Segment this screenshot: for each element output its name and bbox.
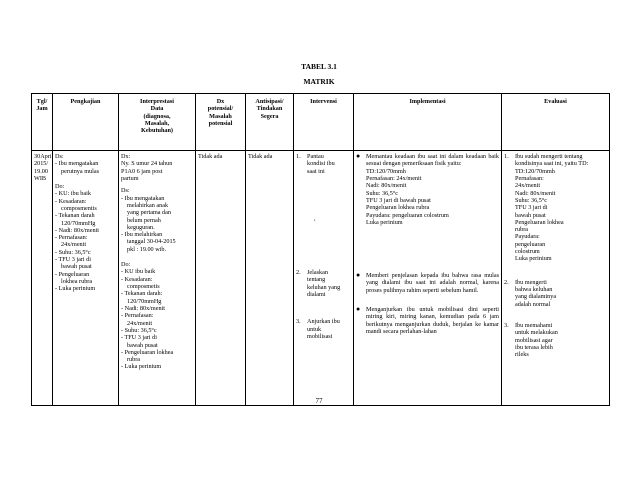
evaluasi-item-1: 1. Ibu sudah mengerti tentang kondisinya saat ini, yaitu TD: TD:120/70mmh Pernafasan: 24x/menit Nadi: 80x/menit Suhu: 36,5°c TFU 3 jari di bawah pusat Pengeluaran lokhea rubra Payudara: pengeluaran colostrum Luka perinium — [504, 153, 589, 263]
intervensi-item-1: 1. Pantau kondisi ibu saat ini — [296, 153, 335, 175]
header-row — [32, 94, 610, 151]
matrix-table — [31, 93, 610, 406]
cell-intervensi — [294, 151, 354, 406]
header-implementasi: Implementasi — [354, 94, 502, 151]
header-interpretasi: Interprestasi Data (diagnosa, Masalah, Kebutuhan) — [119, 94, 196, 151]
header-tgl: Tgl/ Jam — [32, 94, 53, 151]
bullet-icon: ● — [356, 271, 361, 280]
header-antisipasi: Antisipasi/ Tindakan Segera — [246, 94, 294, 151]
header-dx-potensial: Dx potensial/ Masalah potensial — [196, 94, 246, 151]
intervensi-item-3: 3. Anjurkan ibu untuk mobilisasi — [296, 318, 340, 340]
bullet-icon: ● — [356, 152, 361, 160]
implementasi-item-3: ● Menganjurkan ibu untuk mobilisasi dini seperti miring kiri, miring kanan, kemudian pada 6 jam berikutnya menganjurkan duduk, berjalan ke kamar mandi secara perlahan-lahan — [356, 305, 499, 335]
cell-antisipasi: Tidak ada — [246, 151, 294, 406]
cell-evaluasi — [502, 151, 610, 406]
bullet-icon: ● — [356, 305, 361, 314]
intervensi-item-2: 2. Jelaskan tentang keluhan yang dialami — [296, 268, 341, 298]
table-subtitle: MATRIK — [303, 77, 335, 86]
cell-dx-potensial: Tidak ada — [196, 151, 246, 406]
evaluasi-item-3: 3. Ibu memahami untuk melakukan mobilisasi agar ibu terasa lebih rileks — [504, 321, 558, 359]
table-title: TABEL 3.1 — [301, 62, 337, 71]
cell-tgl: 30April 2015/ 19.00 WIB — [32, 151, 53, 406]
intervensi-mark: , — [314, 214, 316, 222]
implementasi-item-1: ● Memantau keadaan ibu saat ini dalam keadaan baik sesuai dengan pemeriksaan fisik yaitu: TD:120/70mmh Pernafasan: 24x/menit Nadi: 80x/menit Suhu: 36,5°c TFU 3 jari di bawah pusat Pengeluaran lokhea rubra Payudara: pengeluaran colostrum Luka perinium — [356, 152, 499, 226]
evaluasi-item-2: 2. Ibu mengerti bahwa keluhan yang dialaminya adalah normal — [504, 278, 557, 308]
cell-pengkajian: Ds: - Ibu mengatakan perutnya mulas Do: - KU: ibu baik - Kesadaran: composmentis - Tekanan darah 120/70mmHg - Nadi: 80x/menit - Pernafasan: 24x/menit - Suhu: 36,5°c - TFU 3 jari di bawah pusat - Pengeluaran lokhea rubra - Luka perinium — [53, 151, 119, 406]
implementasi-item-2: ● Memberi penjelasan kepada ibu bahwa rasa mulas yang dialami ibu saat ini adalah normal, karena proses pulihnya rahim seperti sebelum hamil. — [356, 271, 499, 294]
header-intervensi: Intervensi — [294, 94, 354, 151]
header-pengkajian: Pengkajian — [53, 94, 119, 151]
header-evaluasi: Evaluasi — [502, 94, 610, 151]
cell-interpretasi: Dx: Ny. S umur 24 tahun P1A0 6 jam post partum Ds: - Ibu mengatakan melahirkan anak yang pertama dan belum pernah keguguran. - Ibu melahirkan tanggal 30-04-2015 pkl : 19.00 wib. Do: - KU ibu baik - Kesadaran: composmetis - Tekanan darah: 120/70mmHg - Nadi: 80x/menit - Pernafasan: 24x/menit - Suhu: 36,5°c - TFU 3 jari di bawah pusat - Pengeluaran lokhea rubra - Luka perinium — [119, 151, 196, 406]
cell-implementasi — [354, 151, 502, 406]
table-row — [32, 151, 610, 406]
page-number: 77 — [315, 397, 323, 405]
